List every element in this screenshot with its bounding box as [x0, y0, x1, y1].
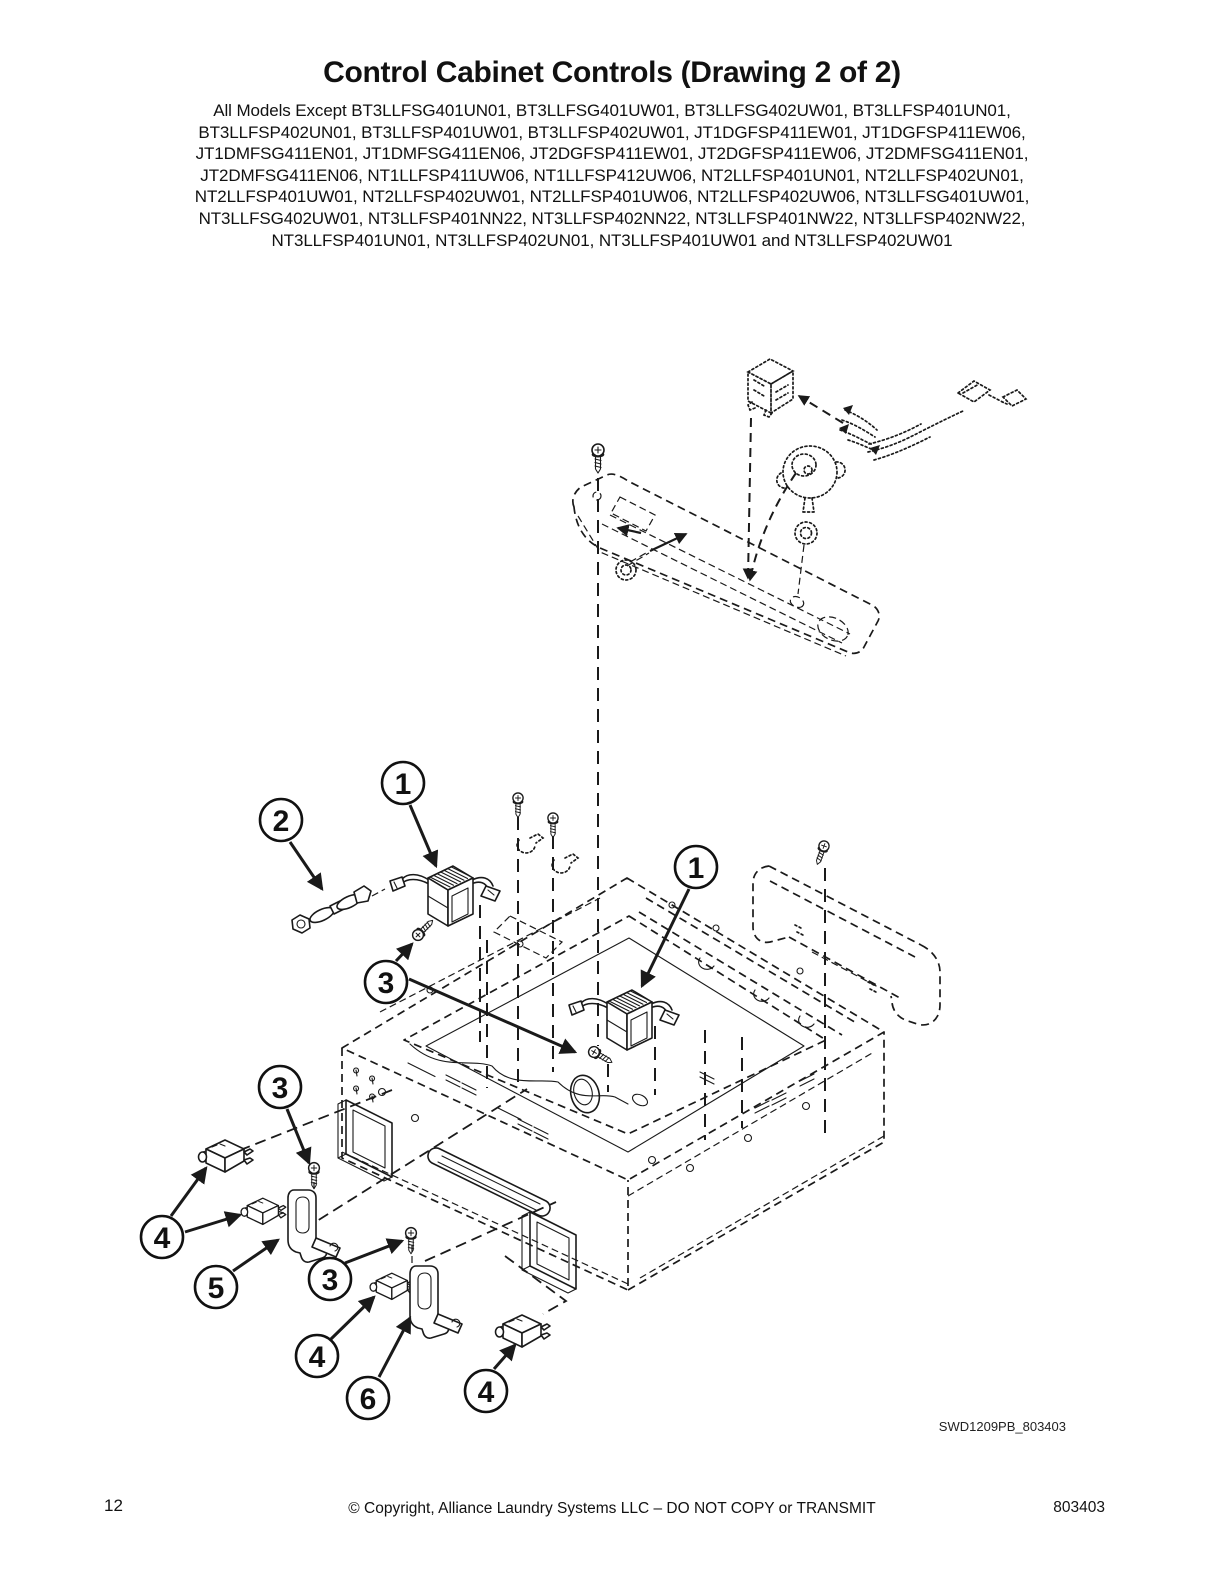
callout-4c — [465, 1370, 507, 1412]
rear-bracket — [753, 839, 940, 1024]
svg-text:4: 4 — [308, 1341, 326, 1374]
svg-text:3: 3 — [377, 967, 395, 1000]
model-list-line: NT3LLFSP401UN01, NT3LLFSP402UN01, NT3LLFSP401UW01 and NT3LLFSP402UW01 — [271, 230, 953, 250]
svg-text:1: 1 — [687, 852, 705, 885]
page-number: 12 — [104, 1496, 123, 1515]
callout-6 — [347, 1377, 389, 1419]
switch-bracket — [410, 1266, 462, 1338]
wire-harness — [839, 381, 1026, 460]
callout-3b — [259, 1066, 301, 1108]
callout-1 — [382, 762, 424, 804]
document-number: 803403 — [1053, 1499, 1105, 1516]
svg-text:3: 3 — [321, 1264, 339, 1297]
meter-case-opening — [522, 1212, 576, 1293]
cable-clamp-screws — [513, 793, 578, 873]
callout-4b — [296, 1335, 338, 1377]
callout-1b — [675, 846, 717, 888]
model-list-line: JT2DMFSG411EN06, NT1LLFSP411UW06, NT1LLFSP412UW06, NT2LLFSP401UN01, NT2LLFSP402UN01, — [200, 165, 1024, 185]
callout-4 — [141, 1216, 183, 1258]
drawing-code: SWD1209PB_803403 — [938, 1419, 1066, 1434]
svg-text:6: 6 — [359, 1383, 377, 1416]
svg-text:2: 2 — [272, 805, 290, 838]
model-list-line: All Models Except BT3LLFSG401UN01, BT3LLFSG401UW01, BT3LLFSG402UW01, BT3LLFSP401UN01, — [213, 101, 1011, 120]
model-list-line: NT3LLFSG402UW01, NT3LLFSP401NN22, NT3LLFSP402NN22, NT3LLFSP401NW22, NT3LLFSP402NW22, — [198, 208, 1026, 228]
model-list-line: BT3LLFSP402UN01, BT3LLFSP401UW01, BT3LLFSP402UW01, JT1DGFSP411EW01, JT1DGFSP411EW06, — [198, 122, 1026, 142]
callout-3 — [365, 961, 407, 1003]
model-list-line: NT2LLFSP401UW01, NT2LLFSP402UW01, NT2LLFSP401UW06, NT2LLFSP402UW06, NT3LLFSG401UW01, — [194, 187, 1030, 207]
transformer — [569, 990, 679, 1067]
switch-bracket — [288, 1190, 340, 1262]
model-list-line: JT1DMFSG411EN01, JT1DMFSG411EN06, JT2DGFSP411EW01, JT2DGFSP411EW06, JT2DMFSG411EN01, — [195, 144, 1029, 164]
trim-panel — [573, 474, 879, 656]
page-title: Control Cabinet Controls (Drawing 2 of 2) — [323, 56, 901, 89]
callout-5 — [195, 1266, 237, 1308]
svg-text:4: 4 — [477, 1376, 495, 1409]
mounting-nuts — [616, 522, 817, 594]
svg-text:4: 4 — [153, 1222, 171, 1255]
callout-3c — [309, 1258, 351, 1300]
bracket-screw — [406, 1228, 417, 1254]
svg-text:3: 3 — [271, 1072, 289, 1105]
panel-screw — [592, 444, 604, 473]
transformer — [390, 866, 500, 943]
svg-text:1: 1 — [394, 768, 412, 801]
callout-2 — [260, 799, 302, 841]
leader-lines — [243, 478, 825, 1314]
wire-assembly — [292, 886, 385, 933]
svg-text:5: 5 — [207, 1272, 225, 1305]
connector-block — [748, 359, 843, 578]
switch — [199, 1140, 254, 1172]
copyright-notice: © Copyright, Alliance Laundry Systems LLC – DO NOT COPY or TRANSMIT — [348, 1500, 876, 1517]
switch — [496, 1315, 551, 1347]
round-sensor — [750, 446, 845, 580]
